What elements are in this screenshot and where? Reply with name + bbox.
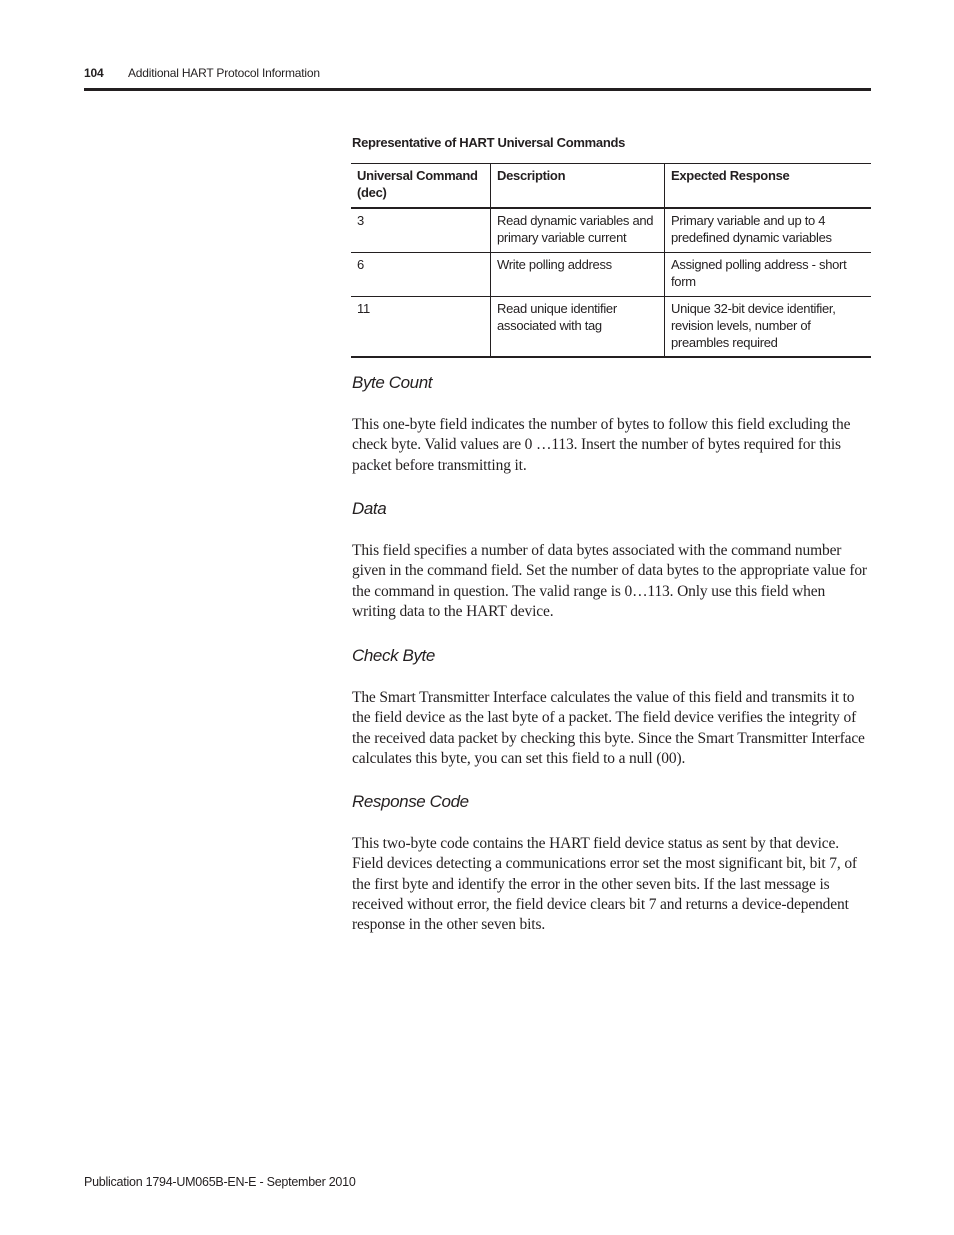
page-header [84,66,871,92]
commands-table [351,163,871,358]
section-body: This one-byte field indicates the number of bytes to follow this field excluding the check byte. Valid values are 0 …113. Insert the number of bytes required for this packet before transmitting it. [352,416,851,474]
column-header-description: Description [491,164,665,209]
cell-response: Primary variable and up to 4 predefined dynamic variables [665,208,872,252]
section-byte-count [352,373,872,476]
cell-description: Read dynamic variables and primary variable current [491,208,665,252]
section-response-code [352,792,872,935]
table-row [351,208,871,252]
section-data [352,499,872,622]
section-body: This field specifies a number of data bytes associated with the command number given in the command field. Set the number of data bytes to the appropriate value for the command in question. The valid range is 0…113. Only use this field when writing data to the HART device. [352,542,867,620]
cell-command: 11 [351,296,491,357]
cell-response: Unique 32-bit device identifier, revision levels, number of preambles required [665,296,872,357]
table-row [351,296,871,357]
cell-description: Read unique identifier associated with tag [491,296,665,357]
footer-publication: Publication 1794-UM065B-EN-E - September 2010 [84,1175,356,1189]
section-heading: Data [352,499,387,518]
section-heading: Byte Count [352,373,433,392]
table-header-row [351,164,871,209]
cell-description: Write polling address [491,252,665,296]
header-rule [84,88,871,91]
page-number: 104 [84,66,104,80]
section-heading: Response Code [352,792,469,811]
section-heading: Check Byte [352,646,435,665]
section-body: The Smart Transmitter Interface calculates the value of this field and transmits it to the field device as the last byte of a packet. The field device verifies the integrity of the received data packet by checking this byte. Since the Smart Transmitter Interface calculates this byte, you can set this field to a null (00). [352,689,865,767]
column-header-command: Universal Command (dec) [351,164,491,209]
cell-command: 6 [351,252,491,296]
cell-command: 3 [351,208,491,252]
running-head: Additional HART Protocol Information [128,66,320,80]
section-body: This two-byte code contains the HART field device status as sent by that device. Field devices detecting a communications error set the most significant bit, bit 7, of the first byte and identify the error in the other seven bits. If the last message is received without error, the field device clears bit 7 and returns a device-dependent response in the other seven bits. [352,835,857,934]
table-row [351,252,871,296]
table-title: Representative of HART Universal Commands [352,135,626,150]
section-check-byte [352,646,872,769]
column-header-response: Expected Response [665,164,872,209]
cell-response: Assigned polling address - short form [665,252,872,296]
